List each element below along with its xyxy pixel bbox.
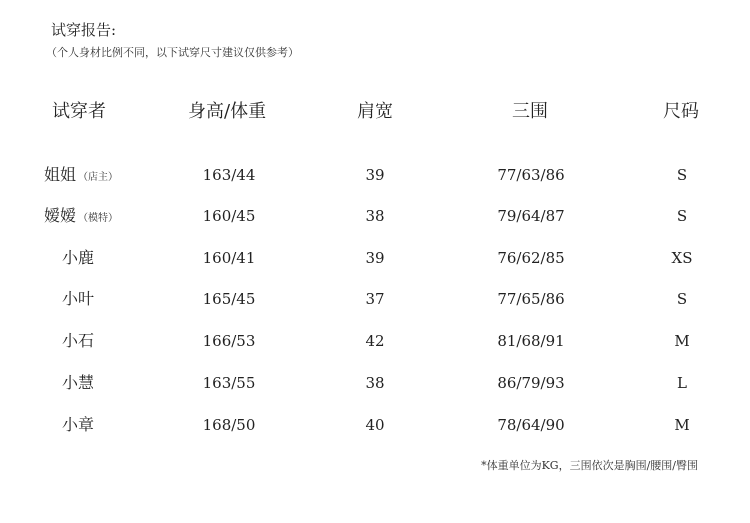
- shoulder-value: 38: [365, 207, 385, 225]
- height-weight-value: 160/41: [202, 249, 256, 267]
- tester-name: 姐姐: [44, 165, 77, 184]
- header-name: 试穿者: [52, 101, 106, 122]
- row-name: [62, 247, 94, 269]
- units-footnote: *体重单位为KG，三围依次是胸围/腰围/臀围: [481, 459, 698, 472]
- height-weight-value: 168/50: [202, 416, 256, 434]
- measurements-value: 79/64/87: [497, 207, 565, 225]
- disclaimer-subtitle: （个人身材比例不同，以下试穿尺寸建议仅供参考）: [46, 46, 299, 59]
- row-name: [62, 372, 94, 394]
- size-value: M: [674, 416, 690, 434]
- header-height-weight: 身高/体重: [188, 101, 267, 122]
- row-name: [62, 414, 94, 436]
- size-value: S: [676, 207, 688, 225]
- measurements-value: 77/65/86: [497, 290, 565, 308]
- header-size: 尺码: [663, 101, 699, 122]
- tester-name: 小慧: [62, 373, 95, 392]
- height-weight-value: 165/45: [202, 290, 256, 308]
- measurements-value: 86/79/93: [497, 374, 565, 392]
- tester-name: 小章: [62, 415, 95, 434]
- shoulder-value: 38: [365, 374, 385, 392]
- page-title: 试穿报告:: [51, 21, 117, 39]
- row-name: [62, 288, 94, 310]
- height-weight-value: 160/45: [202, 207, 256, 225]
- header-measurements: 三围: [512, 101, 548, 122]
- row-name: [44, 164, 118, 186]
- size-value: L: [677, 374, 687, 392]
- size-value: S: [676, 290, 688, 308]
- measurements-value: 78/64/90: [497, 416, 565, 434]
- measurements-value: 81/68/91: [497, 332, 565, 350]
- size-value: M: [674, 332, 690, 350]
- tester-name: 嫒嫒: [44, 206, 77, 225]
- row-name: [44, 205, 118, 227]
- measurements-value: 76/62/85: [497, 249, 565, 267]
- size-value: S: [676, 166, 688, 184]
- tester-name: 小石: [62, 331, 95, 350]
- header-shoulder: 肩宽: [357, 101, 393, 122]
- tester-tag: （店主）: [78, 172, 119, 183]
- row-name: [62, 330, 94, 352]
- shoulder-value: 37: [365, 290, 385, 308]
- tester-name: 小鹿: [62, 248, 95, 267]
- height-weight-value: 163/44: [202, 166, 256, 184]
- height-weight-value: 163/55: [202, 374, 256, 392]
- shoulder-value: 39: [365, 249, 385, 267]
- shoulder-value: 39: [365, 166, 385, 184]
- size-value: XS: [671, 249, 693, 267]
- height-weight-value: 166/53: [202, 332, 256, 350]
- tester-name: 小叶: [62, 289, 95, 308]
- tester-tag: （模特）: [78, 213, 119, 224]
- shoulder-value: 42: [365, 332, 385, 350]
- shoulder-value: 40: [365, 416, 385, 434]
- measurements-value: 77/63/86: [497, 166, 565, 184]
